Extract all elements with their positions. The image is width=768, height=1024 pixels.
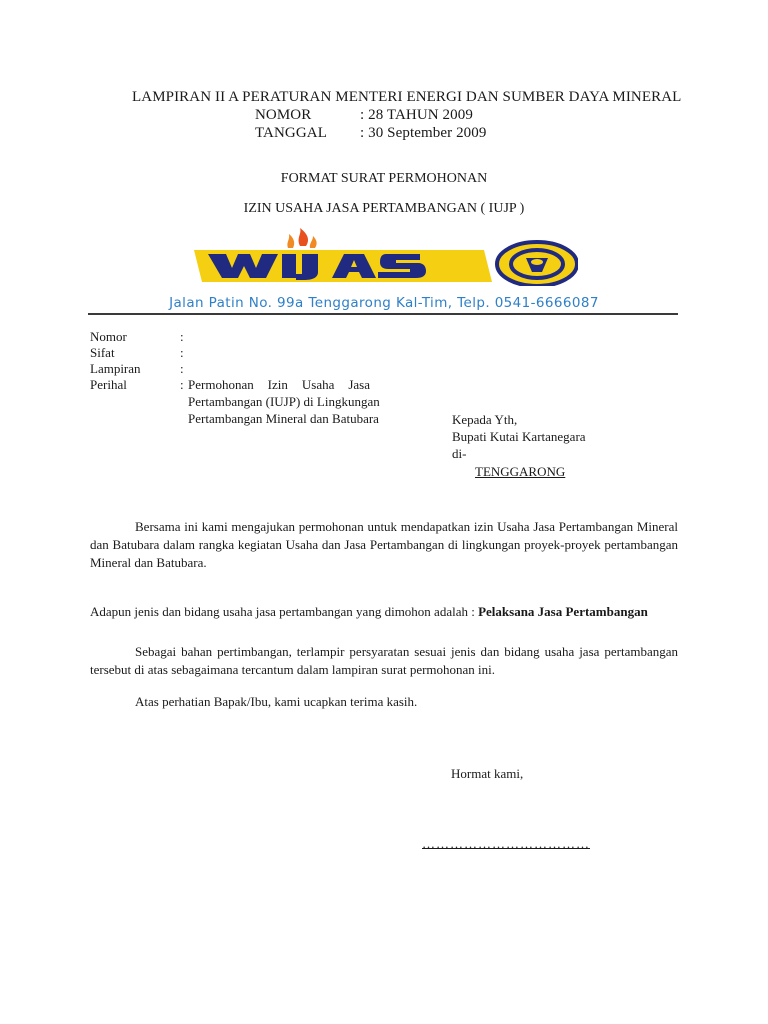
iujp-title: IZIN USAHA JASA PERTAMBANGAN ( IUJP ) [243,201,525,216]
meta-perihal-colon: : [180,377,184,392]
closing-hormat: Hormat kami, [451,766,524,781]
body-paragraph-3: Sebagai bahan pertimbangan, terlampir persyaratan sesuai jenis dan bidang usaha jasa pertambangan tersebut di atas sebagaimana tercantum dalam lampiran surat permohonan ini. [90,644,678,677]
meta-sifat-label: Sifat [90,345,115,360]
regulation-title: LAMPIRAN II A PERATURAN MENTERI ENERGI DAN SUMBER DAYA MINERAL [132,89,682,105]
meta-nomor-colon: : [180,329,184,344]
body-paragraph-4: Atas perhatian Bapak/Ibu, kami ucapkan terima kasih. [135,694,418,709]
meta-perihal-label: Perihal [90,377,127,392]
company-address: Jalan Patin No. 99a Tenggarong Kal-Tim, Telp. 0541-6666087 [169,295,599,311]
meta-nomor-label: Nomor [90,329,127,344]
perihal-line-1: Permohonan Izin Usaha Jasa [188,377,370,392]
tanggal-value: : 30 September 2009 [360,125,487,141]
recipient-city: TENGGARONG [475,464,566,479]
body-paragraph-2 [90,603,678,621]
flame-icon [287,228,316,248]
nomor-value: : 28 TAHUN 2009 [360,107,473,123]
p2-text: Adapun jenis dan bidang usaha jasa pertambangan yang dimohon adalah : [90,604,479,619]
p2-bold: Pelaksana Jasa Pertambangan [478,604,648,619]
tanggal-label: TANGGAL [255,125,327,141]
recipient-line-1: Kepada Yth, [452,412,518,427]
meta-lampiran-label: Lampiran [90,361,141,376]
perihal-line-3: Pertambangan Mineral dan Batubara [188,411,379,426]
signature-line: ……………………………… [422,836,590,851]
format-title: FORMAT SURAT PERMOHONAN [280,171,488,186]
recipient-line-3: di- [452,446,467,461]
recipient-line-2: Bupati Kutai Kartanegara [452,429,586,444]
header-divider [88,313,678,315]
meta-sifat-colon: : [180,345,184,360]
perihal-line-2: Pertambangan (IUJP) di Lingkungan [188,394,380,409]
body-paragraph-1: Bersama ini kami mengajukan permohonan untuk mendapatkan izin Usaha Jasa Pertambangan Mineral dan Batubara dalam rangka kegiatan Usaha dan Jasa Pertambangan di lingkungan proyek-proyek pertambangan Mineral dan Batubara. [90,519,678,570]
nomor-label: NOMOR [255,107,312,123]
meta-lampiran-colon: : [180,361,184,376]
wijas-logo-graphic [192,228,578,286]
company-logo [192,228,578,286]
emblem-icon [497,242,577,286]
